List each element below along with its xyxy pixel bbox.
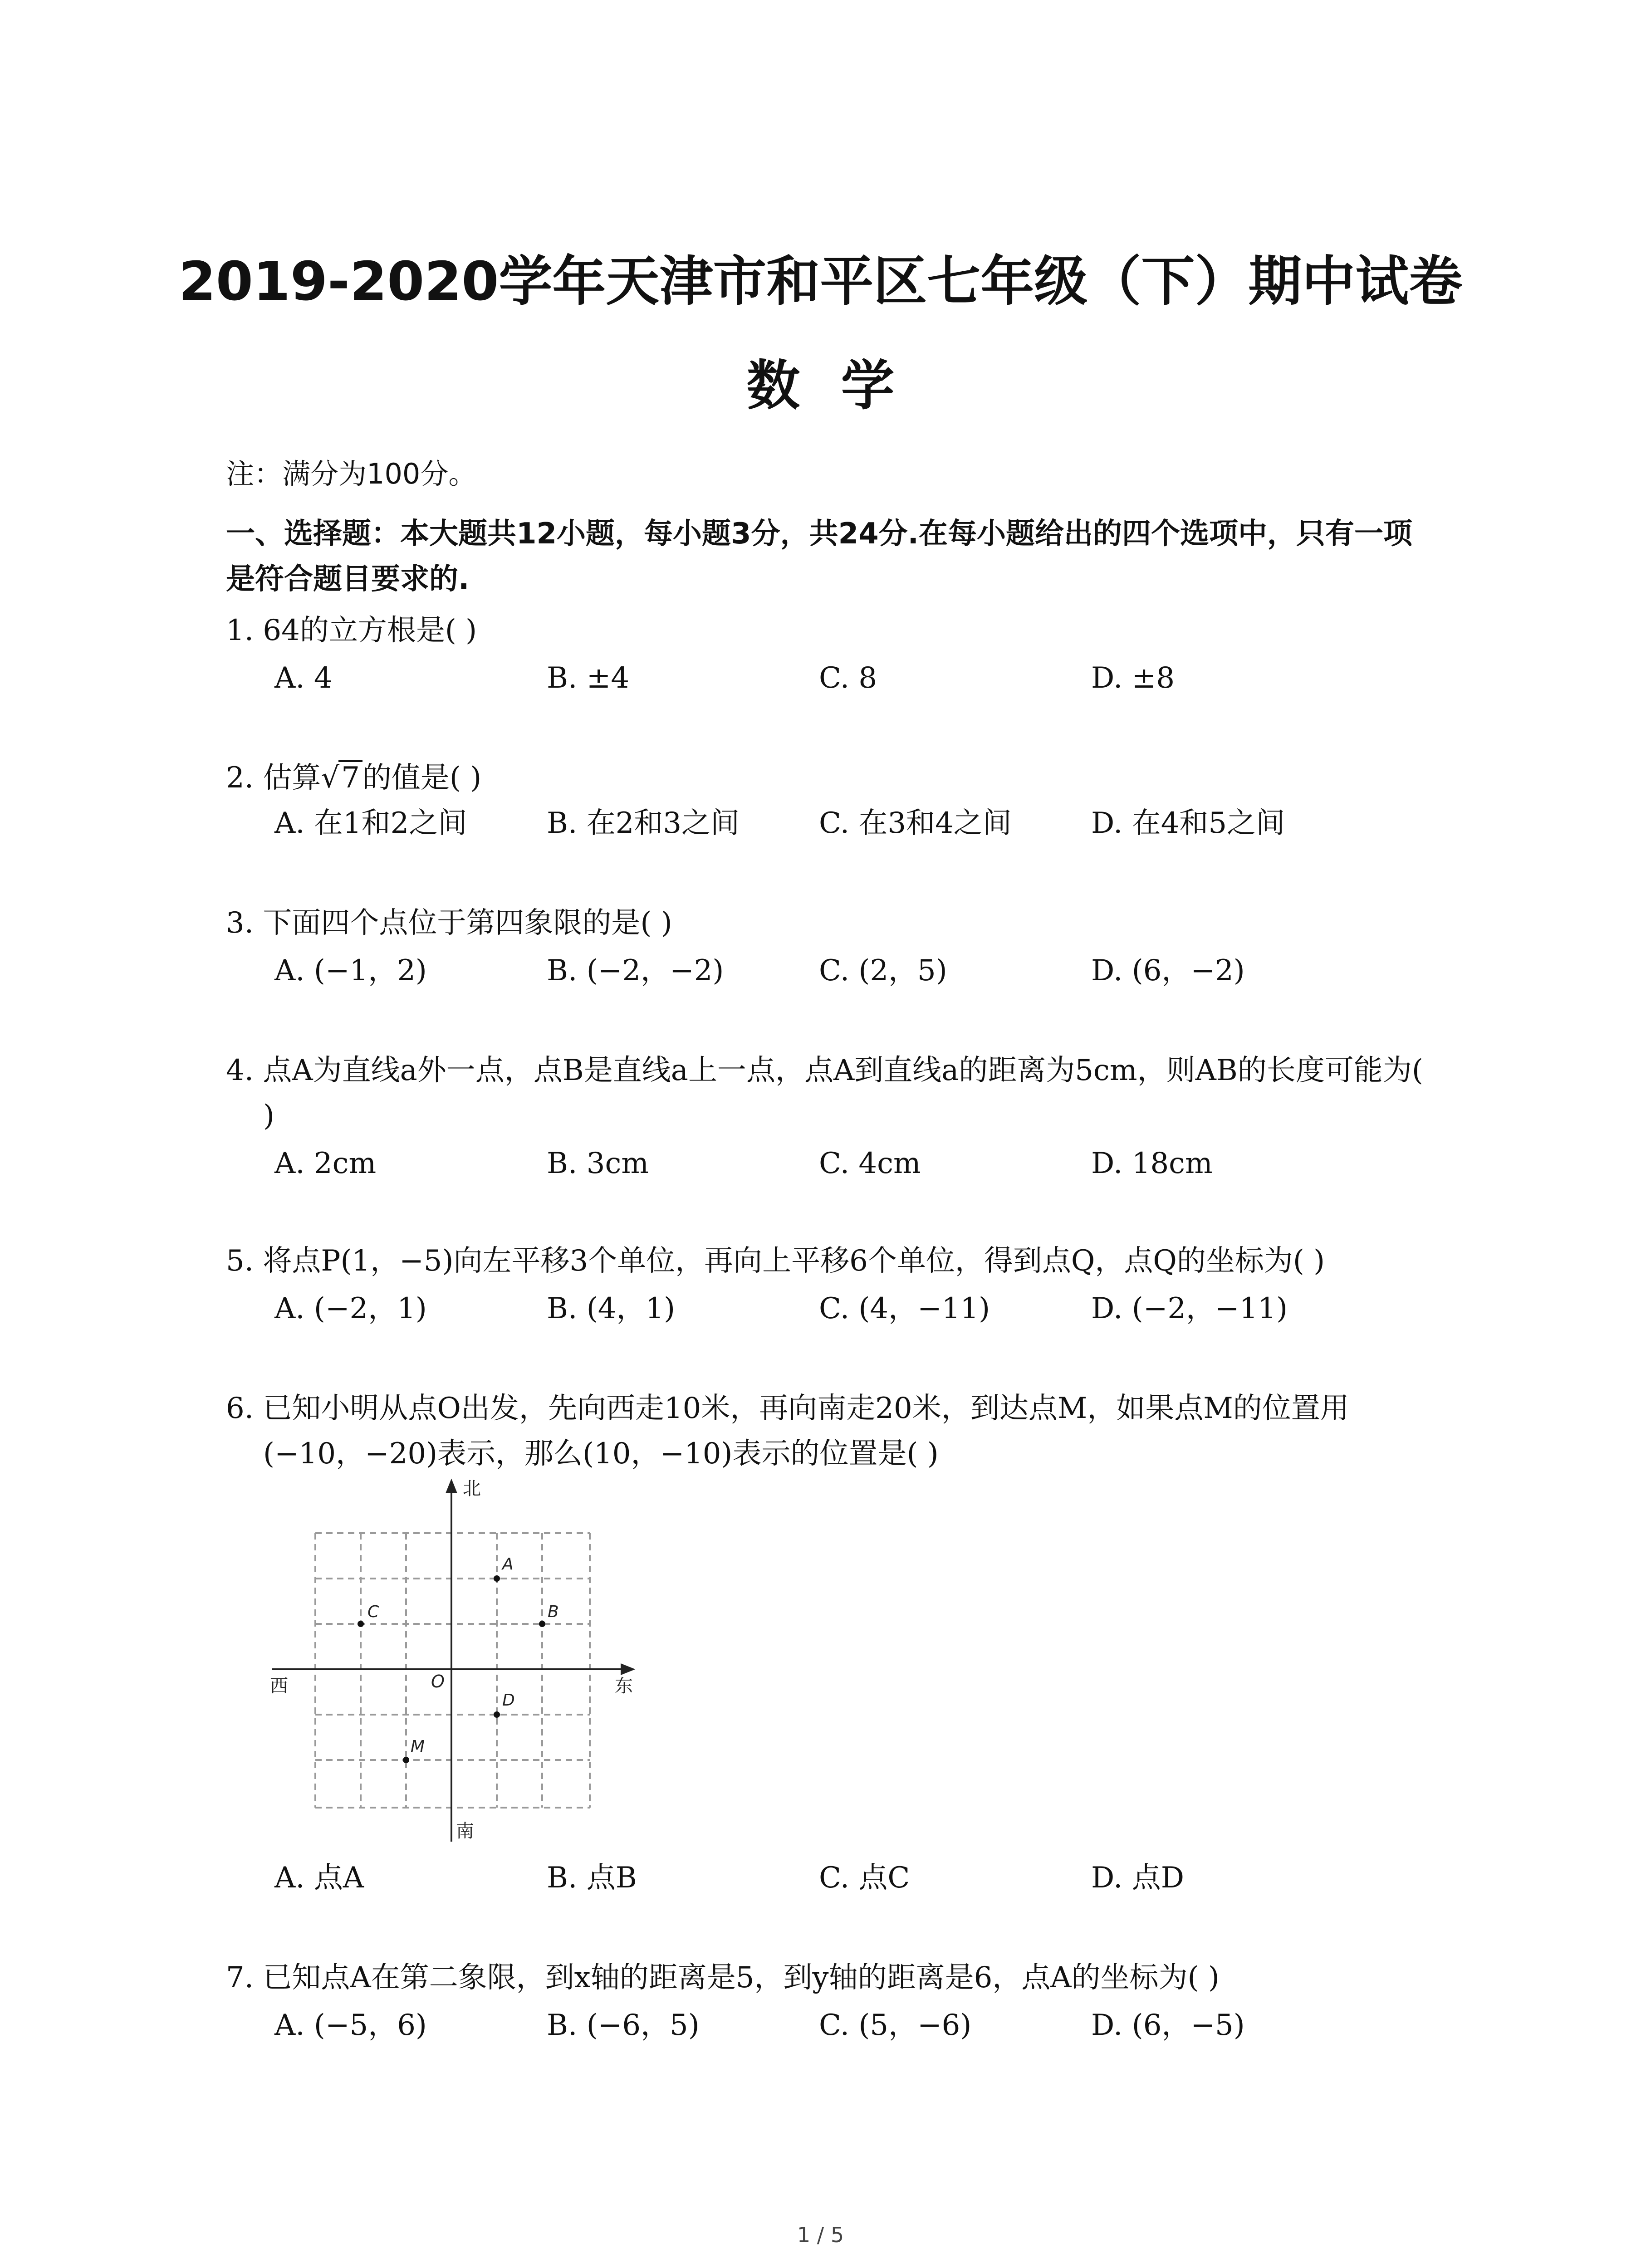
point-c-label: C	[367, 1603, 379, 1621]
question-3-option-c: C. (2，5)	[819, 954, 947, 987]
point-d-label: D	[502, 1691, 515, 1710]
question-4-option-b: B. 3cm	[547, 1147, 649, 1180]
question-4-option-d: D. 18cm	[1091, 1147, 1213, 1180]
question-2-stem-pre: 2. 估算	[226, 761, 321, 795]
question-6-stem-cont: (−10，−20)表示，那么(10，−10)表示的位置是( )	[263, 1437, 939, 1471]
question-7-option-d: D. (6，−5)	[1091, 2009, 1245, 2042]
question-4-option-c: C. 4cm	[819, 1147, 921, 1180]
question-5-option-a: A. (−2，1)	[274, 1292, 427, 1325]
question-2-option-b: B. 在2和3之间	[547, 807, 740, 840]
question-1-option-c: C. 8	[819, 661, 877, 695]
section-heading-line2: 是符合题目要求的.	[226, 562, 470, 596]
point-c	[358, 1621, 364, 1627]
axes	[272, 1481, 633, 1842]
question-2-option-d: D. 在4和5之间	[1091, 807, 1285, 840]
east-label: 东	[615, 1676, 633, 1696]
question-6-option-d: D. 点D	[1091, 1861, 1185, 1895]
question-3-option-b: B. (−2，−2)	[547, 954, 724, 987]
question-4-stem-cont: )	[263, 1099, 274, 1133]
score-note: 注：满分为100分。	[226, 457, 477, 490]
page-number: 1 / 5	[797, 2223, 844, 2247]
question-3-option-d: D. (6，−2)	[1091, 954, 1245, 987]
question-1-option-d: D. ±8	[1091, 661, 1175, 695]
question-2-option-c: C. 在3和4之间	[819, 807, 1012, 840]
question-5-option-c: C. (4，−11)	[819, 1292, 990, 1325]
point-a	[494, 1575, 500, 1582]
question-6-option-c: C. 点C	[819, 1861, 910, 1895]
question-6-option-b: B. 点B	[547, 1861, 637, 1895]
question-2-radicand: 7	[338, 760, 362, 794]
question-6-option-a: A. 点A	[274, 1861, 364, 1895]
point-a-label: A	[502, 1555, 514, 1574]
question-2-option-a: A. 在1和2之间	[274, 807, 467, 840]
question-5-option-b: B. (4，1)	[547, 1292, 676, 1325]
question-1-option-b: B. ±4	[547, 661, 630, 695]
question-5-stem: 5. 将点P(1，−5)向左平移3个单位，再向上平移6个单位，得到点Q，点Q的坐标为( )	[226, 1244, 1325, 1278]
question-1-option-a: A. 4	[274, 661, 333, 695]
question-3-option-a: A. (−1，2)	[274, 954, 427, 987]
page-title: 2019-2020学年天津市和平区七年级（下）期中试卷	[178, 250, 1463, 313]
point-b	[539, 1621, 545, 1627]
sqrt-sign: √	[321, 761, 340, 795]
dashed-grid	[315, 1533, 590, 1808]
question-6-coordinate-figure	[263, 1474, 649, 1860]
question-5-option-d: D. (−2，−11)	[1091, 1292, 1288, 1325]
question-4-stem: 4. 点A为直线a外一点，点B是直线a上一点，点A到直线a的距离为5cm，则AB的长度可能为(	[226, 1054, 1423, 1087]
question-6-stem: 6. 已知小明从点O出发，先向西走10米，再向南走20米，到达点M，如果点M的位置用	[226, 1392, 1349, 1425]
north-label: 北	[463, 1478, 481, 1499]
west-label: 西	[270, 1676, 288, 1696]
point-d	[494, 1711, 500, 1718]
south-label: 南	[456, 1821, 474, 1842]
subject-title: 数学	[746, 354, 936, 417]
question-2-stem-post: 的值是( )	[362, 761, 482, 795]
question-1-stem: 1. 64的立方根是( )	[226, 614, 477, 647]
point-m	[403, 1757, 409, 1763]
question-7-stem: 7. 已知点A在第二象限，到x轴的距离是5，到y轴的距离是6，点A的坐标为( )	[226, 1961, 1220, 1994]
question-7-option-a: A. (−5，6)	[274, 2009, 427, 2042]
question-3-stem: 3. 下面四个点位于第四象限的是( )	[226, 906, 672, 940]
section-heading-line1: 一、选择题：本大题共12小题，每小题3分，共24分.在每小题给出的四个选项中，只有一项	[226, 517, 1412, 551]
origin-label: O	[431, 1672, 445, 1691]
question-2-stem	[226, 758, 481, 798]
question-4-option-a: A. 2cm	[274, 1147, 377, 1180]
question-7-option-b: B. (−6，5)	[547, 2009, 700, 2042]
point-m-label: M	[411, 1737, 425, 1756]
question-7-option-c: C. (5，−6)	[819, 2009, 972, 2042]
point-b-label: B	[548, 1603, 559, 1621]
